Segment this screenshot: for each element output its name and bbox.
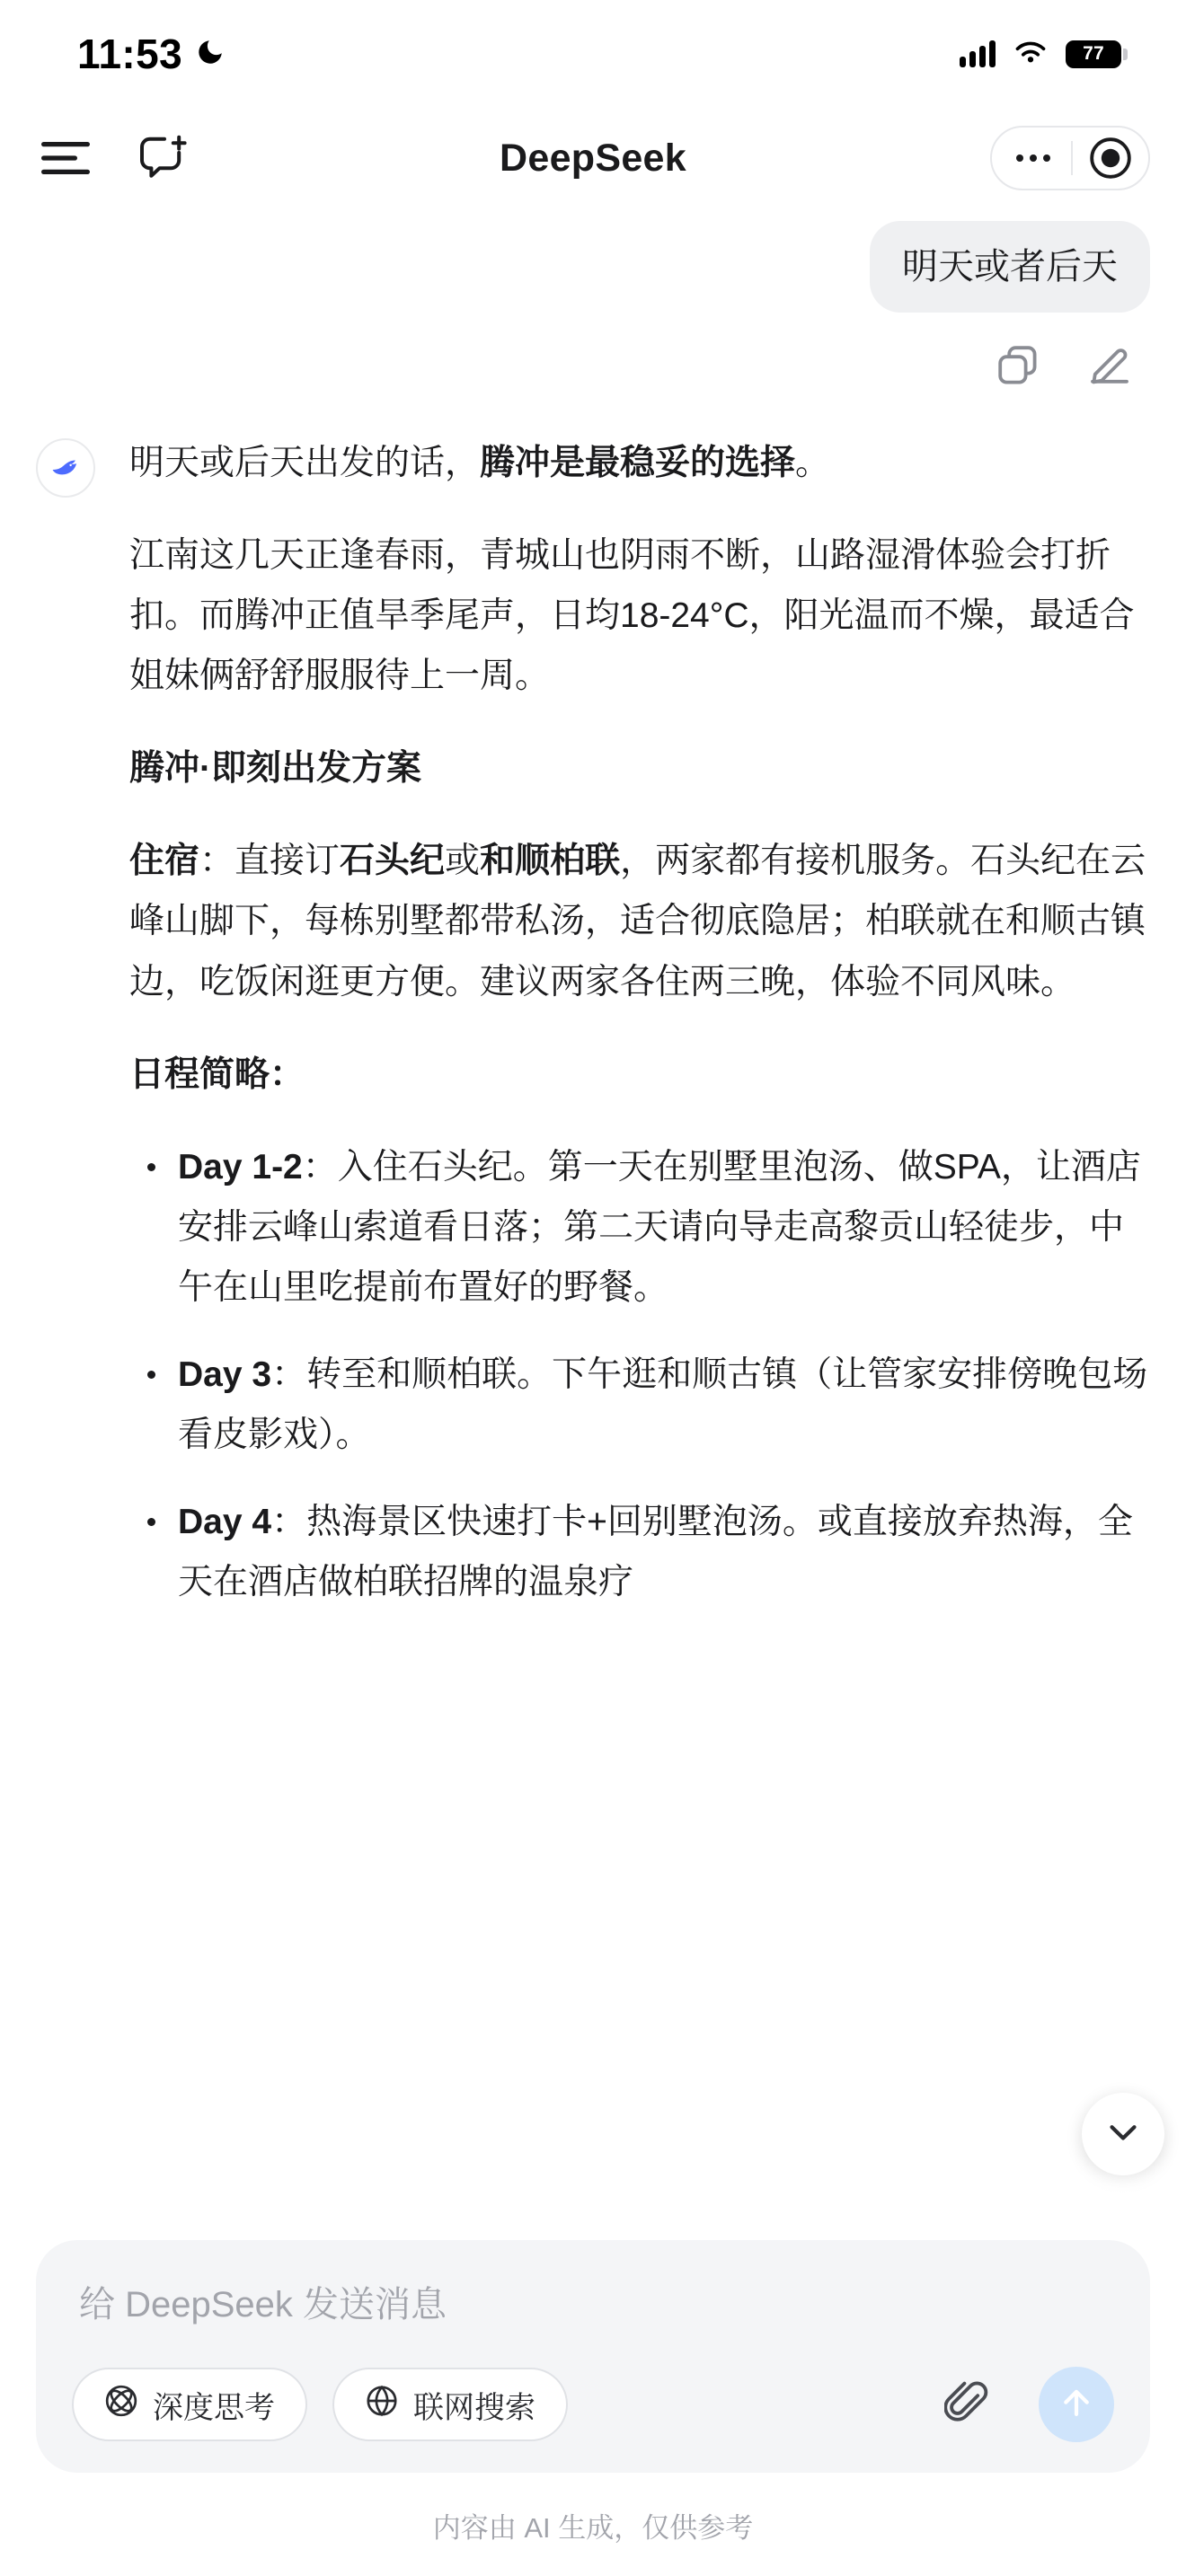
bottom-fade — [0, 2156, 1186, 2228]
hotel-1: 石头纪 — [340, 842, 446, 881]
composer-toolbar — [72, 2367, 1114, 2442]
chat-scroll-area[interactable] — [0, 208, 1186, 2228]
composer[interactable] — [36, 2240, 1150, 2473]
page-title: DeepSeek — [500, 136, 686, 180]
web-search-label: 联网搜索 — [413, 2390, 535, 2425]
atom-icon — [104, 2384, 138, 2426]
p1-lead: 明天或后天出发的话， — [129, 444, 481, 482]
edit-icon[interactable] — [1087, 343, 1132, 388]
composer-wrapper — [0, 2228, 1186, 2473]
more-options-icon[interactable] — [1001, 129, 1066, 187]
status-time: 11:53 — [77, 31, 183, 77]
day-label: Day 4 — [178, 1503, 272, 1542]
section-heading-plan: 腾冲·即刻出发方案 — [129, 749, 421, 789]
divider — [1071, 141, 1073, 175]
battery-level: 77 — [1083, 43, 1104, 64]
record-target-icon[interactable] — [1078, 129, 1143, 187]
deep-think-button[interactable] — [72, 2368, 307, 2441]
arrow-up-icon — [1057, 2383, 1096, 2427]
scroll-to-bottom-button[interactable] — [1082, 2093, 1164, 2175]
signal-bars-icon — [960, 40, 996, 67]
assistant-message — [36, 433, 1150, 1639]
deep-think-label: 深度思考 — [153, 2390, 275, 2425]
assistant-text — [95, 433, 1150, 1639]
list-item — [137, 1345, 1150, 1465]
p1-bold: 腾冲是最稳妥的选择 — [480, 444, 796, 482]
day-text: ：热海景区快速打卡+回别墅泡汤。或直接放弃热海，全天在酒店做柏联招牌的温泉疗 — [178, 1503, 1133, 1602]
copy-icon[interactable] — [996, 343, 1040, 388]
assistant-paragraph-2: 江南这几天正逢春雨，青城山也阴雨不断，山路湿滑体验会打折扣。而腾冲正值旱季尾声，日均18-24°C，阳光温而不燥，最适合姐妹俩舒舒服服待上一周。 — [129, 536, 1135, 696]
day-label: Day 3 — [178, 1354, 272, 1394]
assistant-paragraph-lodging — [129, 831, 1150, 1011]
battery-indicator — [1066, 40, 1121, 68]
crescent-moon-icon — [195, 37, 226, 72]
lodging-tail: ，两家都有接机服务。石头纪在云峰山脚下，每栋别墅都带私汤，适合彻底隐居；柏联就在和顺古镇边，吃饭闲逛更方便。建议两家各住两三晚，体验不同风味。 — [129, 842, 1146, 1001]
ai-disclaimer: 内容由 AI 生成，仅供参考 — [432, 2512, 754, 2544]
day-label: Day 1-2 — [178, 1147, 303, 1187]
deepseek-whale-avatar — [36, 438, 95, 498]
assistant-paragraph-1 — [129, 433, 1150, 493]
list-item — [137, 1137, 1150, 1318]
paperclip-icon[interactable] — [934, 2371, 1001, 2438]
globe-icon — [365, 2384, 399, 2426]
new-chat-icon[interactable] — [138, 135, 189, 181]
message-input[interactable]: 给 DeepSeek 发送消息 — [79, 2285, 447, 2325]
hamburger-menu-icon[interactable] — [41, 138, 90, 178]
list-item — [137, 1492, 1150, 1612]
status-bar — [0, 0, 1186, 108]
status-right — [960, 38, 1121, 71]
chevron-down-icon — [1102, 2112, 1144, 2157]
status-left — [77, 30, 226, 78]
nav-bar — [0, 108, 1186, 208]
send-button[interactable] — [1039, 2367, 1114, 2442]
day-text: ：转至和顺柏联。下午逛和顺古镇（让管家安排傍晚包场看皮影戏）。 — [178, 1354, 1148, 1455]
user-message-row — [36, 208, 1150, 313]
wifi-icon — [1012, 38, 1049, 71]
itinerary-list — [129, 1137, 1150, 1613]
nav-right-group — [990, 126, 1150, 190]
section-heading-itinerary: 日程简略： — [129, 1054, 305, 1094]
nav-left — [41, 135, 189, 181]
p1-tail: 。 — [795, 444, 831, 482]
hotel-2: 和顺柏联 — [480, 842, 621, 881]
message-actions — [36, 313, 1150, 388]
user-message-bubble: 明天或者后天 — [870, 221, 1150, 313]
day-text: ：入住石头纪。第一天在别墅里泡汤、做SPA，让酒店安排云峰山索道看日落；第二天请向导走高黎贡山轻徒步，中午在山里吃提前布置好的野餐。 — [178, 1147, 1141, 1307]
lodging-lead: ：直接订 — [199, 842, 341, 881]
lodging-or: 或 — [445, 842, 481, 881]
web-search-button[interactable] — [332, 2368, 568, 2441]
lodging-label: 住宿 — [129, 842, 200, 881]
